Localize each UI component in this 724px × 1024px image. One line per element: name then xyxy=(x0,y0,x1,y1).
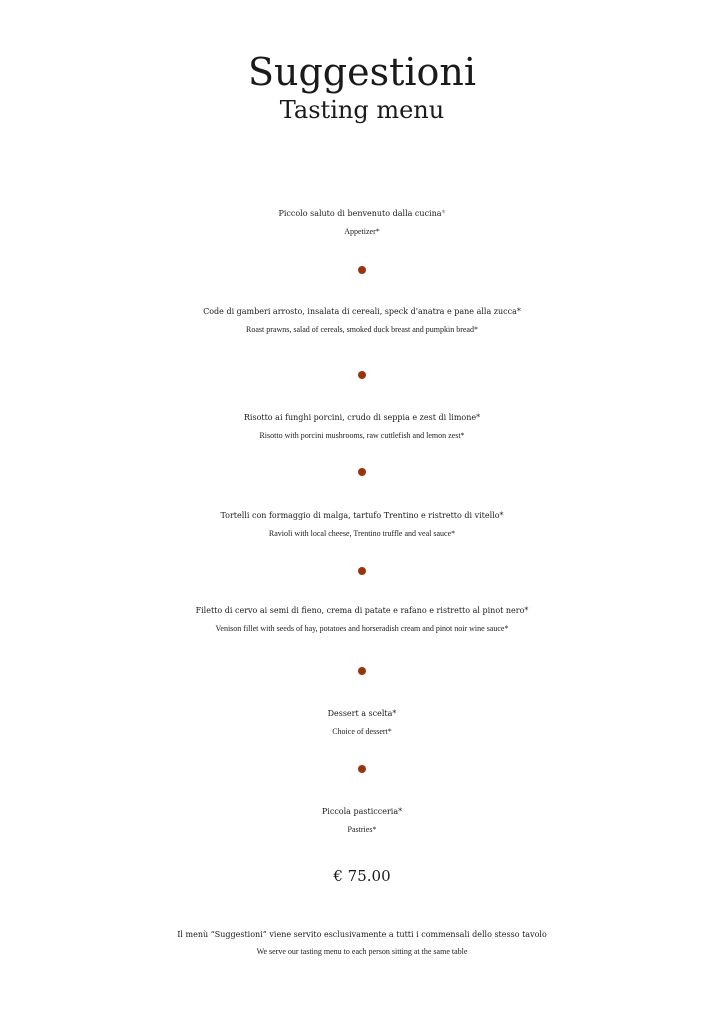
course-dessert xyxy=(0,704,724,739)
footer-note-english: We serve our tasting menu to each person sitting at the same table xyxy=(256,947,468,956)
separator-dot xyxy=(358,567,366,575)
footer-note xyxy=(0,925,724,959)
separator-dot xyxy=(358,468,366,476)
course-name: Filetto di cervo ai semi di fieno, crema di patate e rafano e ristretto al pinot nero* xyxy=(195,606,529,615)
course-name: Dessert a scelta* xyxy=(327,709,397,718)
separator-dot xyxy=(358,266,366,274)
course-name: Code di gamberi arrosto, insalata di cereali, speck d'anatra e pane alla zucca* xyxy=(203,307,521,316)
footer-note-italian: Il menù “Suggestioni” viene servito esclusivamente a tutti i commensali dello stesso tavolo xyxy=(177,930,547,939)
menu-subtitle: Tasting menu xyxy=(279,96,445,124)
menu-price: € 75.00 xyxy=(333,867,391,885)
separator-dot xyxy=(358,667,366,675)
course-name: Tortelli con formaggio di malga, tartufo Trentino e ristretto di vitello* xyxy=(220,511,504,520)
course-name: Piccolo saluto di benvenuto dalla cucina* xyxy=(278,209,446,218)
separator-dot xyxy=(358,765,366,773)
course-name: Risotto ai funghi porcini, crudo di seppia e zest di limone* xyxy=(243,413,481,422)
course-prawns xyxy=(0,302,724,337)
course-tortelli xyxy=(0,506,724,541)
asterisk-mark: * xyxy=(441,209,446,218)
course-name: Piccola pasticceria* xyxy=(321,807,403,816)
course-translation: Venison fillet with seeds of hay, potatoes and horseradish cream and pinot noir wine sauce* xyxy=(215,624,509,633)
course-translation: Roast prawns, salad of cereals, smoked duck breast and pumpkin bread* xyxy=(246,325,478,334)
course-translation: Choice of dessert* xyxy=(332,727,392,736)
course-translation: Ravioli with local cheese, Trentino truffle and veal sauce* xyxy=(268,529,456,538)
course-venison xyxy=(0,601,724,636)
course-appetizer xyxy=(0,204,724,239)
course-translation: Risotto with porcini mushrooms, raw cuttlefish and lemon zest* xyxy=(259,431,465,440)
menu-title: Suggestioni xyxy=(247,50,477,94)
course-pastries xyxy=(0,802,724,837)
course-translation: Pastries* xyxy=(347,825,377,834)
course-risotto xyxy=(0,408,724,443)
separator-dot xyxy=(358,371,366,379)
course-translation: Appetizer* xyxy=(344,227,380,236)
